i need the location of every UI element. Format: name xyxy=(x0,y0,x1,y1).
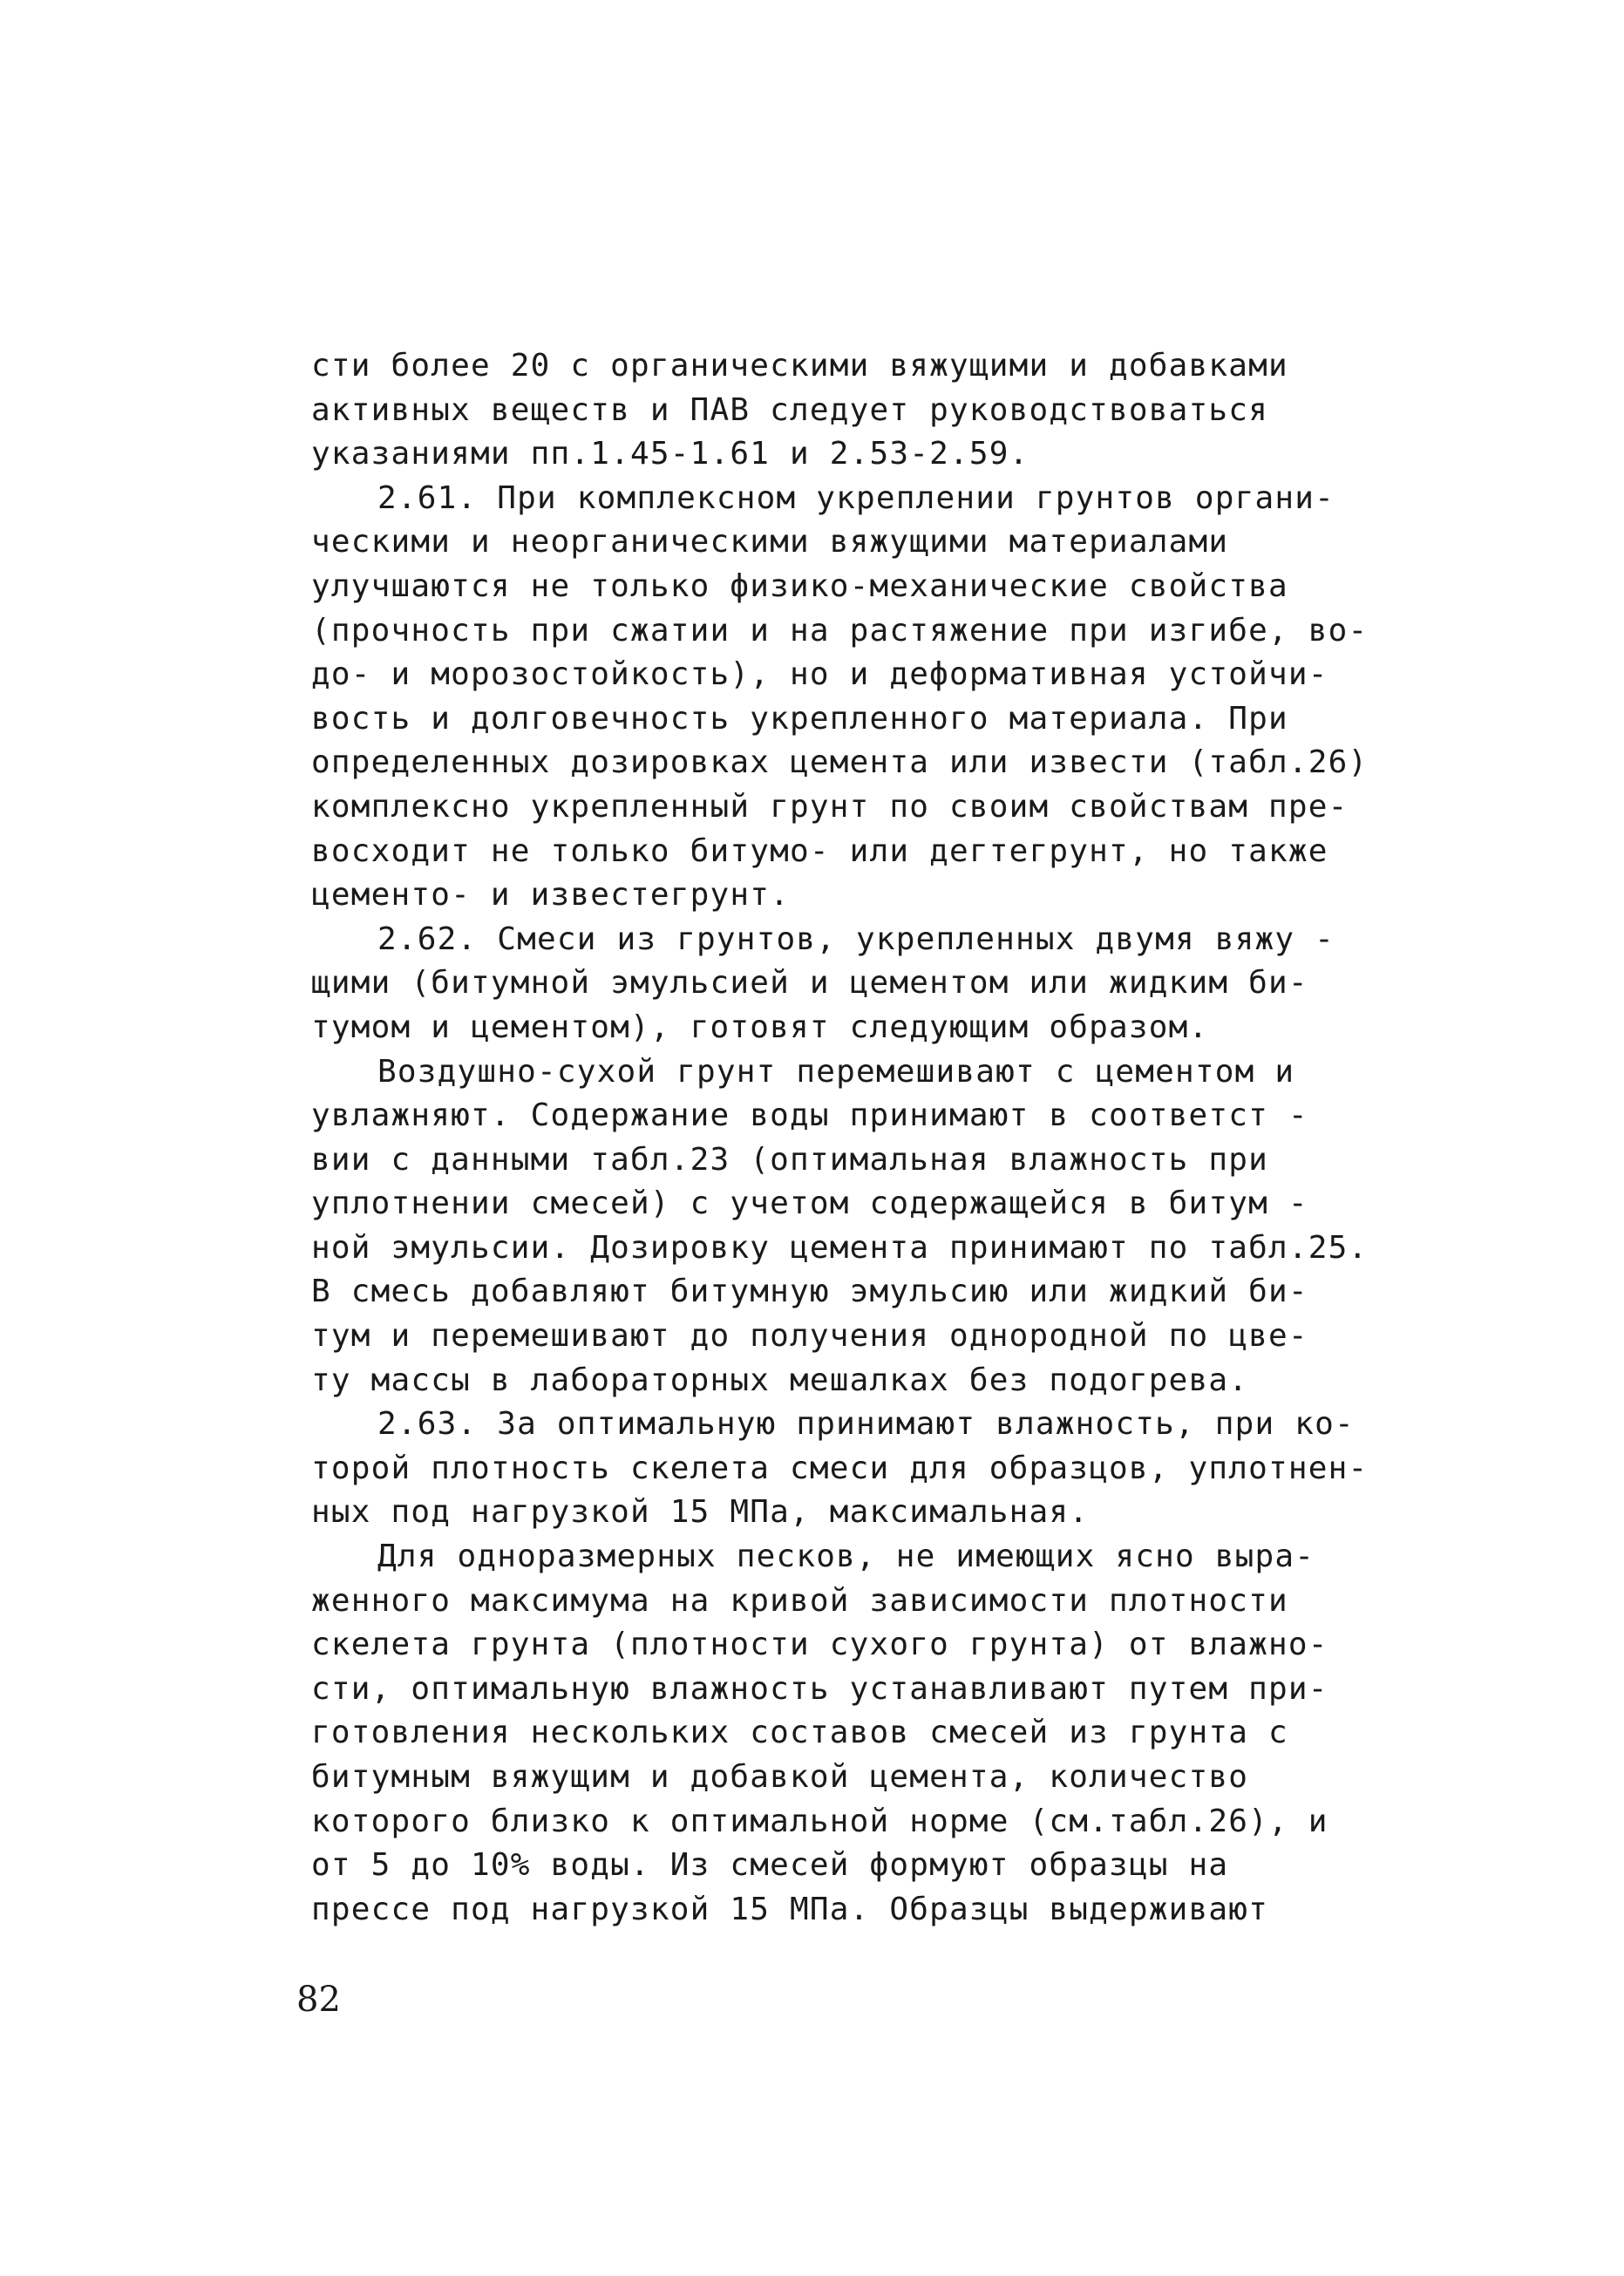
text-line: сти более 20 с органическими вяжущими и добавками xyxy=(311,348,1288,384)
text-line: ческими и неорганическими вяжущими материалами xyxy=(311,524,1229,561)
text-line: битумным вяжущим и добавкой цемента, количество xyxy=(311,1759,1249,1795)
text-line: указаниями пп.1.45-1.61 и 2.53-2.59. xyxy=(311,436,1029,472)
page-number: 82 xyxy=(296,1980,341,2020)
text-line: улучшаются не только физико-механические свойства xyxy=(311,567,1288,604)
text-line: вость и долговечность укрепленного материала. При xyxy=(311,700,1288,737)
text-line: женного максимума на кривой зависимости плотности xyxy=(311,1582,1288,1619)
text-line: сти, оптимальную влажность устанавливают путем при- xyxy=(311,1670,1328,1707)
text-line: торой плотность скелета смеси для образцов, уплотнен- xyxy=(311,1450,1369,1486)
text-line: ных под нагрузкой 15 МПа, максимальная. xyxy=(311,1494,1090,1531)
body-text xyxy=(311,344,1462,1932)
text-line: активных веществ и ПАВ следует руководствоваться xyxy=(311,391,1268,428)
text-line: ту массы в лабораторных мешалках без подогрева. xyxy=(311,1362,1249,1398)
paragraph-2-61-start: 2.61. При комплексном укреплении грунтов органи- xyxy=(377,479,1335,516)
text-line: увлажняют. Содержание воды принимают в соответст - xyxy=(311,1097,1308,1134)
text-line: В смесь добавляют битумную эмульсию или жидкий би- xyxy=(311,1274,1308,1310)
text-line: которого близко к оптимальной норме (см.табл.26), и xyxy=(311,1803,1328,1839)
paragraph-2-62-start: 2.62. Смеси из грунтов, укрепленных двумя вяжу - xyxy=(377,921,1335,957)
text-line: готовления нескольких составов смесей из грунта с xyxy=(311,1715,1288,1751)
text-line: щими (битумной эмульсией и цементом или жидким би- xyxy=(311,965,1308,1002)
text-line: ной эмульсии. Дозировку цемента принимают по табл.25. xyxy=(311,1229,1369,1266)
text-line: скелета грунта (плотности сухого грунта) от влажно- xyxy=(311,1627,1328,1663)
text-line: цементо- и известегрунт. xyxy=(311,877,790,914)
text-line: вии с данными табл.23 (оптимальная влажность при xyxy=(311,1141,1268,1178)
text-line: комплексно укрепленный грунт по своим свойствам пре- xyxy=(311,788,1349,825)
text-line: (прочность при сжатии и на растяжение при изгибе, во- xyxy=(311,612,1369,649)
text-line: до- и морозостойкость), но и деформативная устойчи- xyxy=(311,656,1328,693)
paragraph-start: Для одноразмерных песков, не имеющих ясно выра- xyxy=(377,1539,1315,1575)
text-line: восходит не только битумо- или дегтегрунт, но также xyxy=(311,832,1328,869)
text-line: тумом и цементом), готовят следующим образом. xyxy=(311,1009,1209,1045)
text-line: определенных дозировках цемента или извести (табл.26) xyxy=(311,744,1369,781)
paragraph-start: Воздушно-сухой грунт перемешивают с цементом и xyxy=(377,1053,1295,1090)
paragraph-2-63-start: 2.63. За оптимальную принимают влажность, при ко- xyxy=(377,1406,1355,1443)
text-line: уплотнении смесей) с учетом содержащейся в битум - xyxy=(311,1186,1308,1222)
text-line: тум и перемешивают до получения однородной по цве- xyxy=(311,1318,1308,1355)
text-line: от 5 до 10% воды. Из смесей формуют образцы на xyxy=(311,1847,1229,1884)
text-line: прессе под нагрузкой 15 МПа. Образцы выдерживают xyxy=(311,1891,1268,1927)
